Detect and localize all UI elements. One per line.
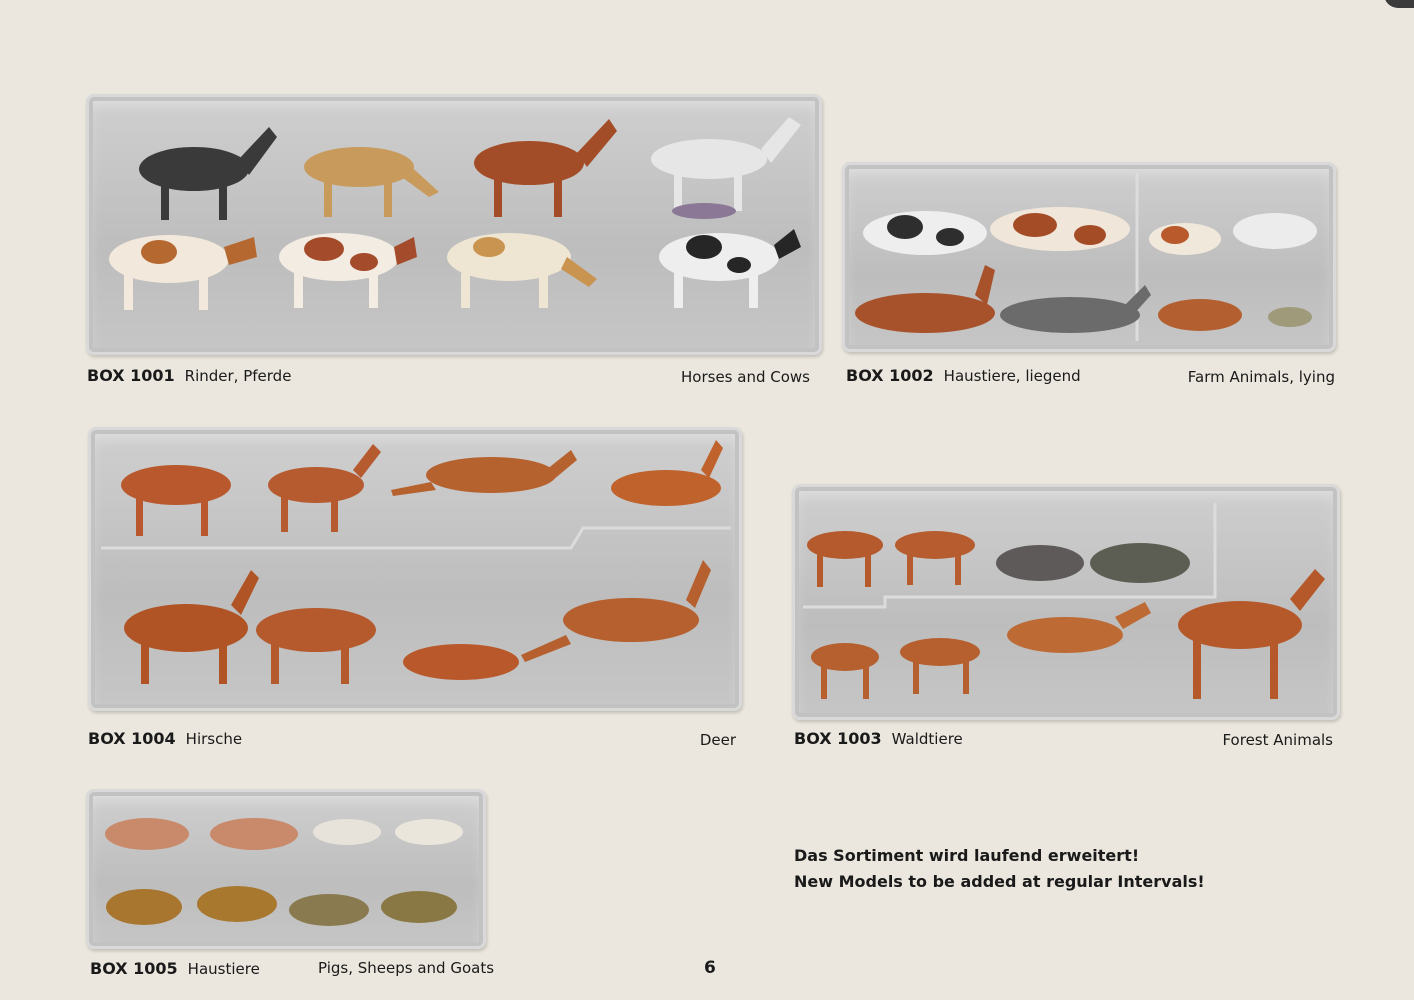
box-1001-tray-illustration [86,94,822,355]
box-1002-caption [846,366,1081,385]
box-1003-caption [794,729,963,748]
box-1004-code: BOX 1004 [88,729,176,748]
box-1005-figures [89,792,483,946]
box-1004-label-de: Hirsche [185,730,243,748]
assortment-notice [794,843,1205,895]
page-corner-mark [1384,0,1414,8]
box-1003-figures [795,487,1337,717]
box-1002-label-en: Farm Animals, lying [1187,368,1335,386]
base-plate [672,203,736,219]
box-1004-tray-illustration [88,427,742,711]
box-1003-label-en: Forest Animals [1222,731,1333,749]
box-1004-figures [91,430,739,708]
cow-figures [109,229,801,310]
box-1001-code: BOX 1001 [87,366,175,385]
box-1005-code: BOX 1005 [90,959,178,978]
box-1003-tray-illustration [792,484,1340,720]
notice-line-de: Das Sortiment wird laufend erweitert! [794,846,1140,865]
box-1005-label-de: Haustiere [187,960,260,978]
box-1001-label-en: Horses and Cows [681,368,810,386]
box-1005-tray-illustration [86,789,486,949]
notice-line-en: New Models to be added at regular Intervals! [794,872,1205,891]
box-1003-code: BOX 1003 [794,729,882,748]
box-1001-label-de: Rinder, Pferde [184,367,292,385]
page-number: 6 [704,958,716,978]
box-1003-label-de: Waldtiere [891,730,963,748]
box-1004-label-en: Deer [699,731,736,749]
box-1001-caption [87,366,291,385]
box-1002-label-de: Haustiere, liegend [943,367,1081,385]
box-1004-caption [88,729,242,748]
box-1005-label-en: Pigs, Sheeps and Goats [318,959,495,977]
box-1005-caption [90,959,260,978]
box-1002-figures [845,165,1333,349]
box-1002-tray-illustration [842,162,1336,352]
box-1001-figures [89,97,819,352]
box-1002-code: BOX 1002 [846,366,934,385]
